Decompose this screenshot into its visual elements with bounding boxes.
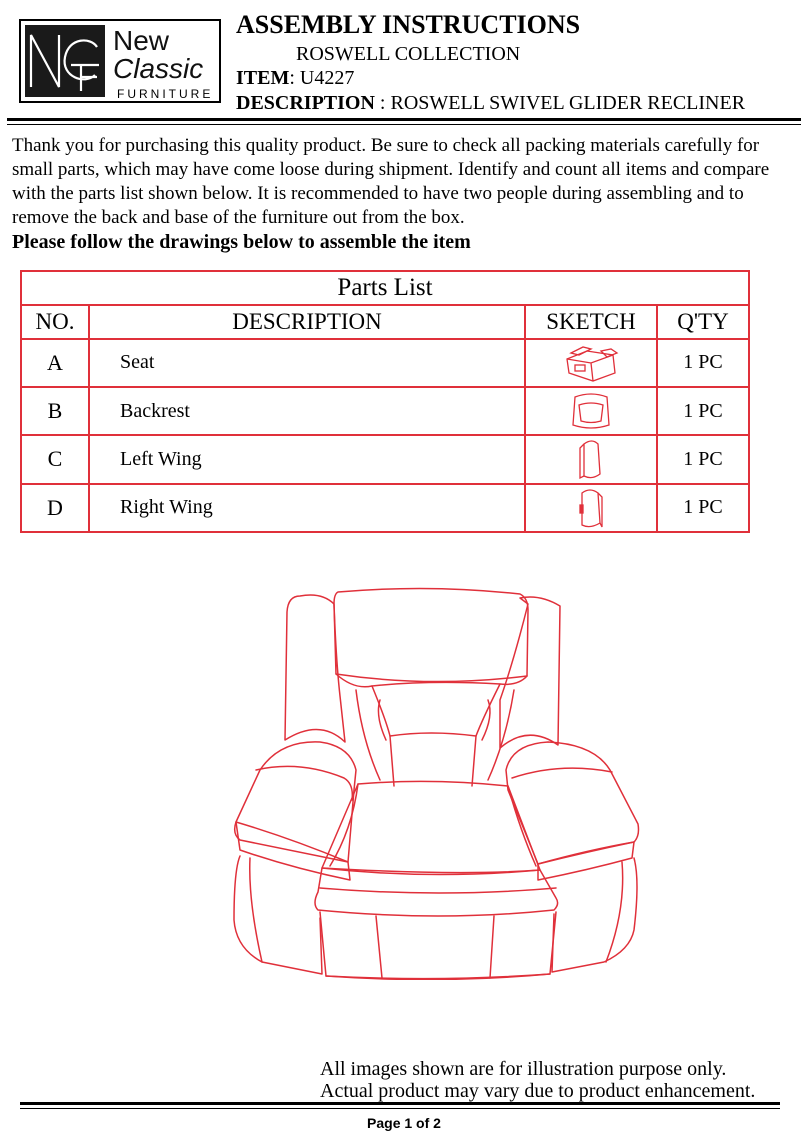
brand-logo <box>19 19 221 103</box>
intro-paragraph: Thank you for purchasing this quality product. Be sure to check all packing materials carefully for small parts, which may have come loose during shipment. Identify and count all items and compare with the parts list shown below. It is recommended to have two people during assembling and to remove the back and base of the furniture out from the box. <box>12 135 770 228</box>
ncf-monogram-icon <box>25 25 105 97</box>
header-sketch: SKETCH <box>525 305 657 338</box>
right-wing-sketch-icon <box>525 484 657 532</box>
intro-text <box>12 134 804 254</box>
part-no: B <box>21 387 89 435</box>
part-description: Backrest <box>89 387 525 435</box>
part-qty: 1 PC <box>657 435 749 483</box>
left-wing-sketch-icon <box>525 435 657 483</box>
recliner-drawing <box>225 580 645 985</box>
disclaimer <box>320 1058 755 1102</box>
part-no: D <box>21 484 89 532</box>
part-qty: 1 PC <box>657 484 749 532</box>
part-description: Right Wing <box>89 484 525 532</box>
header-qty: Q'TY <box>657 305 749 338</box>
table-row <box>21 435 749 483</box>
header-description: DESCRIPTION <box>89 305 525 338</box>
disclaimer-line-1: All images shown are for illustration purpose only. <box>320 1058 727 1080</box>
footer-divider-thin <box>20 1108 780 1109</box>
parts-list-caption: Parts List <box>21 271 749 305</box>
table-row <box>21 484 749 532</box>
table-row <box>21 387 749 435</box>
disclaimer-line-2: Actual product may vary due to product enhancement. <box>320 1080 756 1102</box>
logo-text-new: New <box>113 25 170 56</box>
document-title: ASSEMBLY INSTRUCTIONS <box>236 10 581 39</box>
item-label: ITEM <box>236 67 290 89</box>
header-divider-thin <box>7 124 801 125</box>
backrest-sketch-icon <box>525 387 657 435</box>
parts-list-header-row <box>21 305 749 338</box>
item-value: : U4227 <box>289 67 355 89</box>
part-no: C <box>21 435 89 483</box>
table-row <box>21 339 749 387</box>
description-line <box>236 93 745 113</box>
header-divider <box>7 118 801 121</box>
parts-list-table <box>20 270 750 533</box>
part-qty: 1 PC <box>657 339 749 387</box>
header-no: NO. <box>21 305 89 338</box>
description-label: DESCRIPTION <box>236 92 375 114</box>
description-value: : ROSWELL SWIVEL GLIDER RECLINER <box>374 92 746 114</box>
item-line <box>236 68 354 88</box>
logo-text-furniture: FURNITURE <box>117 87 214 101</box>
part-description: Seat <box>89 339 525 387</box>
page-number: Page 1 of 2 <box>367 1115 441 1131</box>
logo-text-classic: Classic <box>113 53 204 84</box>
footer-divider <box>20 1102 780 1105</box>
collection-name: ROSWELL COLLECTION <box>296 43 521 65</box>
intro-instruction: Please follow the drawings below to assemble the item <box>12 231 471 253</box>
part-qty: 1 PC <box>657 387 749 435</box>
seat-sketch-icon <box>525 339 657 387</box>
part-no: A <box>21 339 89 387</box>
part-description: Left Wing <box>89 435 525 483</box>
parts-list-caption-row <box>21 271 749 305</box>
